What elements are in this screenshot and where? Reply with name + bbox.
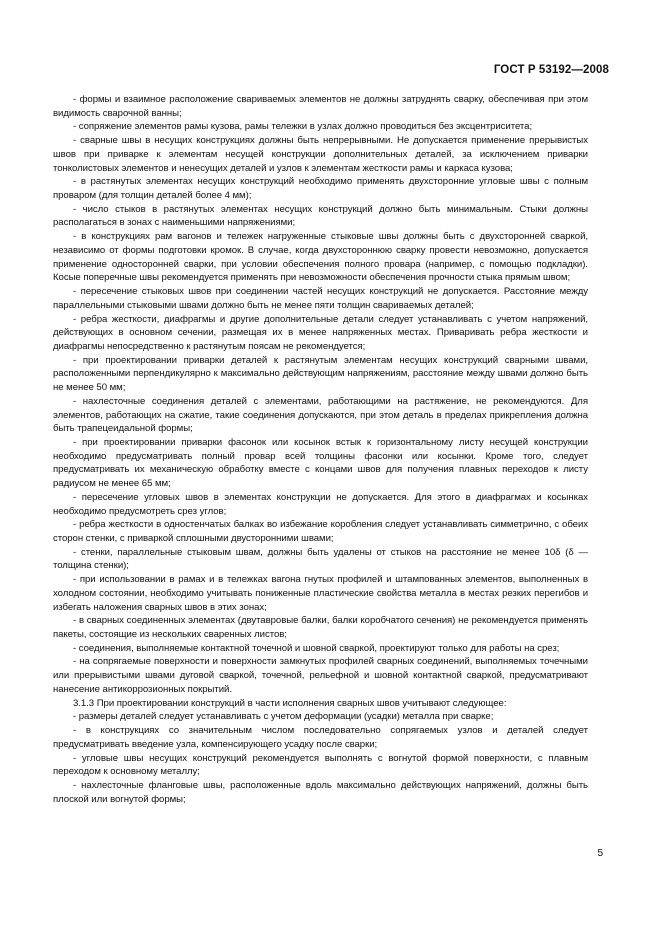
document-code-header: ГОСТ Р 53192—2008 [493, 64, 609, 76]
paragraph: - на сопрягаемые поверхности и поверхности замкнутых профилей сварных соединений, выполняемых точечными или прерывистыми швами дуговой сваркой, точечной, рельефной и шовной контактной сваркой, предусматривают нанесение антикоррозионных покрытий. [53, 656, 588, 695]
paragraph: - в конструкциях рам вагонов и тележек нагруженные стыковые швы должны быть с двухсторонней сваркой, независимо от формы подготовки кромок. В случае, когда двухстороннюю сварку провести невозможно, допускается применение односторонней сварки, при условии обеспечения полного провара (например, с помощью подкладки). Косые поперечные швы рекомендуется применять при невозможности обеспечения прочности стыка прямым швом; [53, 231, 588, 284]
paragraph: - сварные швы в несущих конструкциях должны быть непрерывными. Не допускается применение прерывистых швов при приварке к элементам несущей конструкции дополнительных деталей, за исключением приварки тонколистовых элементов и ненесущих деталей и узлов к элементам жесткости рамы и каркаса кузова; [53, 135, 588, 174]
paragraph: - число стыков в растянутых элементах несущих конструкций должно быть минимальным. Стыки должны располагаться в зонах с наименьшими напряжениями; [53, 203, 588, 229]
page-number: 5 [597, 848, 603, 859]
paragraph: - размеры деталей следует устанавливать с учетом деформации (усадки) металла при сварке; [73, 711, 494, 723]
paragraph: - нахлесточные фланговые швы, расположенные вдоль максимально действующих напряжений, должны быть плоской или вогнутой формы; [53, 779, 588, 805]
paragraph: - в конструкциях со значительным числом последовательно сопрягаемых узлов и деталей следует предусматривать введение узла, компенсирующего усадку после сварки; [53, 725, 588, 750]
paragraph: - в сварных соединенных элементах (двутавровые балки, балки коробчатого сечения) не рекомендуется применять пакеты, состоящие из нескольких сваренных листов; [53, 615, 588, 641]
paragraph: - при использовании в рамах и в тележках вагона гнутых профилей и штампованных элементов, выполненных в холодном состоянии, необходимо учитывать пониженные пластические свойства металла в местах резких перегибов и избегать наложения сварных швов в этих зонах; [53, 574, 588, 613]
paragraph: - при проектировании приварки фасонок или косынок встык к горизонтальному листу несущей конструкции необходимо предусматривать полный провар всей толщины фасонки или косынки. Кроме того, следует предусматривать их механическую обработку вместе с концами швов для получения плавных переходов к листу радиусом не менее 65 мм; [53, 436, 588, 490]
paragraph: - стенки, параллельные стыковым швам, должны быть удалены от стыков на расстояние не менее 10δ (δ — толщина стенки); [53, 546, 588, 572]
paragraph: - в растянутых элементах несущих конструкций необходимо применять двухсторонние угловые швы с полным проваром (для толщин деталей более 4 мм); [53, 176, 588, 202]
paragraph: - угловые швы несущих конструкций рекомендуется выполнять с вогнутой формой поверхности, с плавным переходом к основному металлу; [53, 752, 588, 778]
paragraph: - при проектировании приварки деталей к растянутым элементам несущих конструкций сварными швами, расположенными перпендикулярно к максимально действующим напряжениям, расстояние между швами должно быть не менее 50 мм; [53, 354, 588, 394]
paragraph: - сопряжение элементов рамы кузова, рамы тележки в узлах должно проводиться без эксцентриситета; [73, 121, 533, 133]
document-body [53, 93, 588, 806]
paragraph: - ребра жесткости, диафрагмы и другие дополнительные детали следует устанавливать с учетом напряжений, действующих в основном сечении, размещая их в менее напряженных местах. Приваривать ребра жесткости и диафрагмы непосредственно к растянутым поясам не рекомендуется; [53, 313, 588, 352]
paragraph: - формы и взаимное расположение свариваемых элементов не должны затруднять сварку, обеспечивая при этом видимость сварочной ванны; [53, 94, 588, 119]
paragraph: - пересечение стыковых швов при соединении частей несущих конструкций не допускается. Расстояние между параллельными стыковыми швами должно быть не менее пяти толщин свариваемых деталей; [53, 286, 588, 311]
paragraph: - нахлесточные соединения деталей с элементами, работающими на растяжение, не рекомендуются. Для элементов, работающих на сжатие, такие соединения допускаются, при этом деталь в пределах прикрепления должна быть трапецеидальной формы; [53, 395, 588, 435]
paragraph: - ребра жесткости в одностенчатых балках во избежание коробления следует устанавливать симметрично, с обеих сторон стенки, с приваркой сплошными двусторонними швами; [53, 519, 588, 544]
paragraph: - соединения, выполняемые контактной точечной и шовной сваркой, проектируют только для работы на срез; [73, 642, 560, 654]
section-clause-3-1-3: 3.1.3 При проектировании конструкций в части исполнения сварных швов учитывают следующее: [73, 697, 507, 709]
paragraph: - пересечение угловых швов в элементах конструкции не допускается. Для этого в диафрагмах и косынках необходимо предусмотреть срез углов; [53, 491, 588, 517]
